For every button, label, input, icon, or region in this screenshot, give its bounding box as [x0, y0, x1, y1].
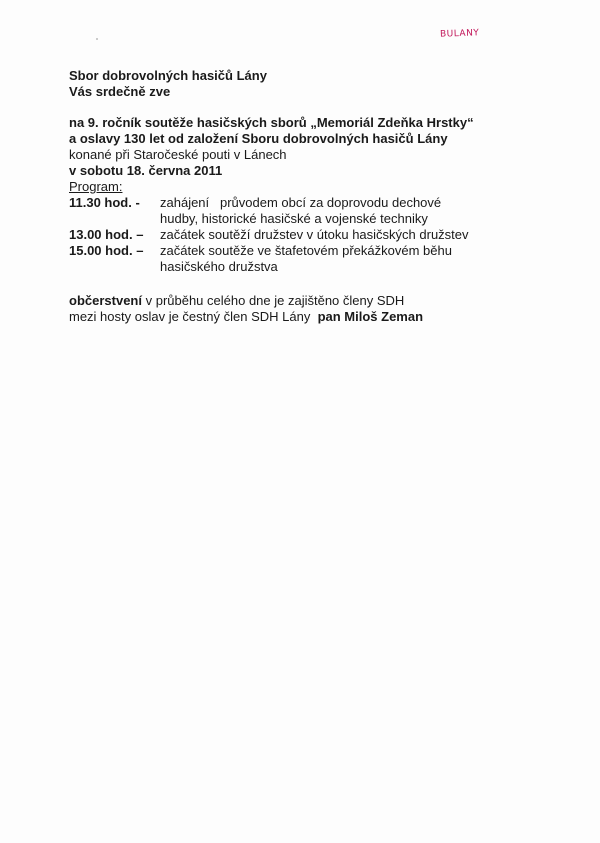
program-desc-line: hudby, historické hasičské a vojenské techniky — [160, 211, 428, 226]
invitation-body — [69, 68, 549, 325]
program-desc-line: zahájení průvodem obcí za doprovodu dechové — [160, 195, 442, 210]
program-heading: Program: — [69, 179, 123, 194]
guest-line — [69, 309, 549, 325]
scan-speck — [96, 38, 98, 40]
event-date: v sobotu 18. června 2011 — [69, 163, 223, 178]
guest-name: pan Miloš Zeman — [317, 309, 424, 324]
program-item — [69, 195, 549, 227]
refreshments-label: občerstvení — [69, 293, 142, 308]
event-line-3: konané při Staročeské pouti v Lánech — [69, 147, 287, 162]
refreshments-text: v průběhu celého dne je zajištěno členy SDH — [141, 293, 405, 308]
program-time: 13.00 hod. – — [69, 227, 144, 242]
handwritten-note: BULANY — [439, 28, 480, 40]
guest-text: mezi hosty oslav je čestný člen SDH Lány — [69, 309, 318, 324]
program-time: 11.30 hod. - — [69, 195, 140, 210]
program-item — [69, 227, 549, 243]
event-line-2: a oslavy 130 let od založení Sboru dobrovolných hasičů Lány — [69, 131, 448, 146]
program-desc-line: začátek soutěže ve štafetovém překážkovém běhu — [160, 243, 452, 258]
invite-line: Vás srdečně zve — [69, 84, 171, 99]
organization-line: Sbor dobrovolných hasičů Lány — [69, 68, 267, 83]
program-item — [69, 243, 549, 275]
event-line-1: na 9. ročník soutěže hasičských sborů „Memoriál Zdeňka Hrstky“ — [69, 115, 474, 130]
program-desc-line: začátek soutěží družstev v útoku hasičských družstev — [160, 227, 469, 242]
program-desc-line: hasičského družstva — [160, 259, 278, 274]
refreshments-line — [69, 293, 549, 309]
program-time: 15.00 hod. – — [69, 243, 144, 258]
